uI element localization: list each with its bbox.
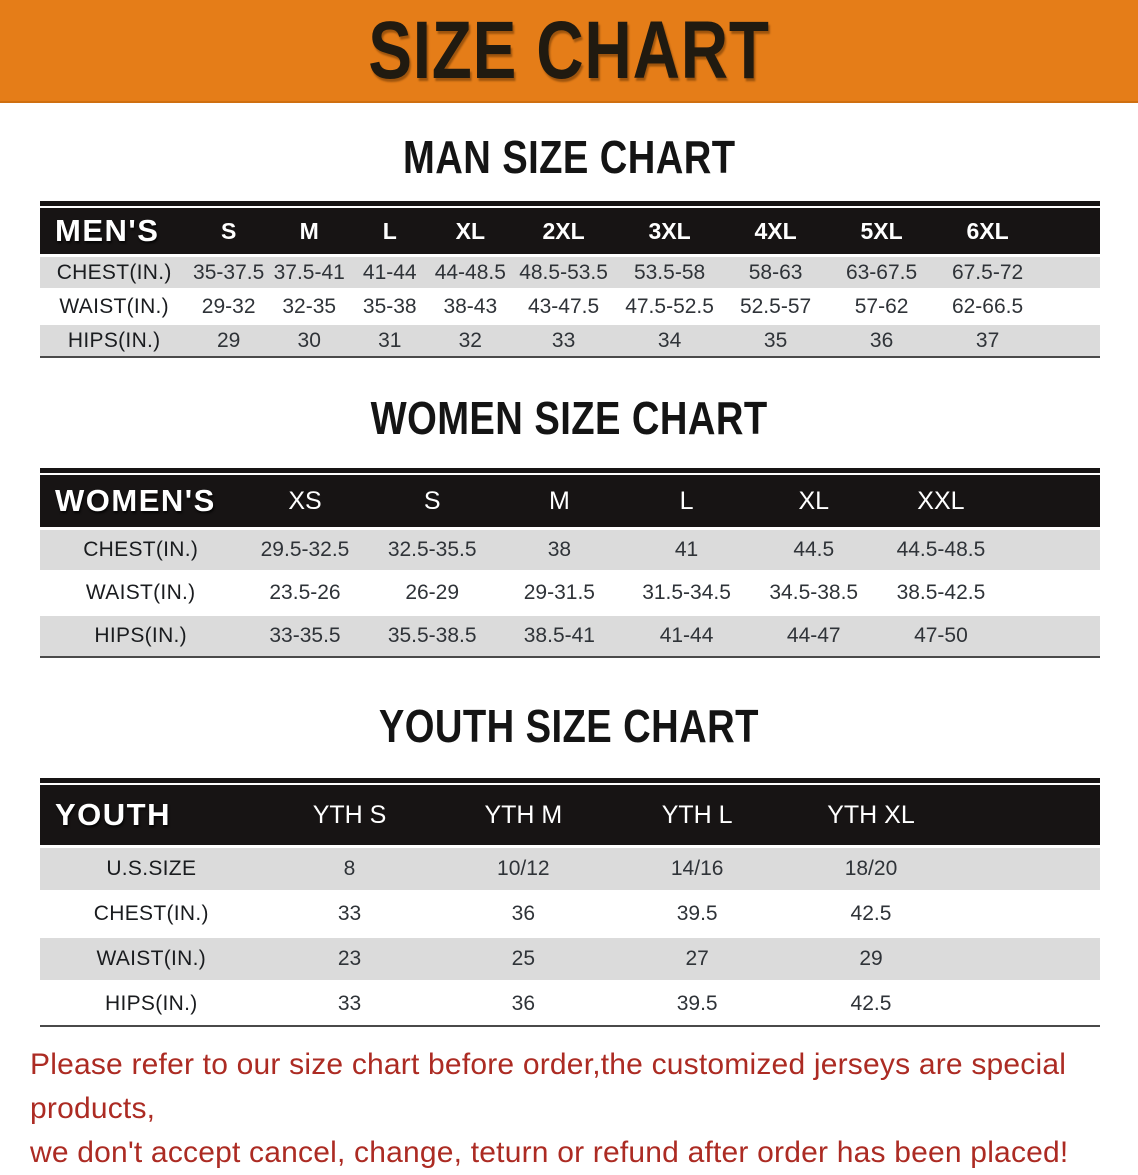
row-label: CHEST(IN.) bbox=[40, 890, 263, 935]
measure-row bbox=[40, 527, 1100, 570]
size-column-header: L bbox=[679, 486, 694, 515]
disclaimer-line-2: we don't accept cancel, change, teturn or refund after order has been placed! bbox=[30, 1136, 1069, 1169]
size-value-cell: 47.5-52.5 bbox=[617, 288, 723, 322]
size-value-cell: 23.5-26 bbox=[241, 570, 368, 613]
women-size-heading-text: WOMEN SIZE CHART bbox=[370, 392, 768, 444]
row-spacer bbox=[958, 890, 1100, 935]
measure-row bbox=[40, 254, 1100, 288]
youth-table-wrap bbox=[40, 778, 1100, 1027]
row-label: CHEST(IN.) bbox=[40, 527, 241, 570]
size-value-cell: 58-63 bbox=[723, 254, 829, 288]
size-value-cell: 33 bbox=[263, 980, 437, 1025]
size-value-cell: 26-29 bbox=[369, 570, 496, 613]
size-value-cell: 35-38 bbox=[349, 288, 430, 322]
size-value-cell: 27 bbox=[610, 935, 784, 980]
measure-row bbox=[40, 890, 1100, 935]
size-value-cell: 33 bbox=[511, 322, 617, 356]
size-value-cell: 38 bbox=[496, 527, 623, 570]
youth-size-heading-text: YOUTH SIZE CHART bbox=[379, 700, 759, 752]
size-value-cell: 29-32 bbox=[188, 288, 269, 322]
row-spacer bbox=[1041, 288, 1100, 322]
size-column-header: L bbox=[382, 217, 397, 244]
size-value-cell: 35-37.5 bbox=[188, 254, 269, 288]
size-value-cell: 43-47.5 bbox=[511, 288, 617, 322]
measure-row bbox=[40, 845, 1100, 890]
disclaimer-line-1: Please refer to our size chart before order,the customized jerseys are special products, bbox=[30, 1048, 1067, 1125]
size-column-header: YTH L bbox=[661, 800, 733, 829]
row-label: U.S.SIZE bbox=[40, 845, 263, 890]
row-spacer bbox=[958, 845, 1100, 890]
size-value-cell: 33-35.5 bbox=[241, 613, 368, 656]
measure-row bbox=[40, 288, 1100, 322]
size-value-cell: 29.5-32.5 bbox=[241, 527, 368, 570]
size-value-cell: 29 bbox=[188, 322, 269, 356]
size-value-cell: 57-62 bbox=[829, 288, 935, 322]
size-value-cell: 42.5 bbox=[784, 980, 958, 1025]
size-value-cell: 38.5-42.5 bbox=[877, 570, 1004, 613]
row-spacer bbox=[958, 980, 1100, 1025]
mens-table-wrap bbox=[40, 201, 1100, 358]
size-header-row bbox=[40, 475, 1100, 527]
size-value-cell: 35 bbox=[723, 322, 829, 356]
size-column-header: 6XL bbox=[966, 217, 1009, 244]
table-corner-label: WOMEN'S bbox=[55, 483, 216, 518]
size-column-header: YTH M bbox=[484, 800, 563, 829]
row-label: WAIST(IN.) bbox=[40, 288, 188, 322]
womens-table-wrap bbox=[40, 468, 1100, 658]
size-value-cell: 34.5-38.5 bbox=[750, 570, 877, 613]
header-spacer bbox=[958, 785, 1100, 845]
womens-size-table bbox=[40, 475, 1100, 656]
size-column-header: XL bbox=[798, 486, 830, 515]
size-value-cell: 63-67.5 bbox=[829, 254, 935, 288]
youth-size-section bbox=[0, 700, 1138, 1027]
size-column-header: XXL bbox=[917, 486, 965, 515]
mens-size-table bbox=[40, 208, 1100, 356]
size-value-cell: 18/20 bbox=[784, 845, 958, 890]
size-value-cell: 37.5-41 bbox=[269, 254, 350, 288]
size-column-header: YTH S bbox=[312, 800, 387, 829]
man-size-heading-text: MAN SIZE CHART bbox=[402, 131, 736, 183]
size-value-cell: 44.5-48.5 bbox=[877, 527, 1004, 570]
size-value-cell: 39.5 bbox=[610, 980, 784, 1025]
measure-row bbox=[40, 570, 1100, 613]
measure-row bbox=[40, 935, 1100, 980]
youth-size-heading bbox=[0, 700, 1138, 752]
size-value-cell: 41-44 bbox=[623, 613, 750, 656]
measure-row bbox=[40, 613, 1100, 656]
measure-row bbox=[40, 322, 1100, 356]
row-label: WAIST(IN.) bbox=[40, 570, 241, 613]
size-value-cell: 36 bbox=[436, 980, 610, 1025]
header-spacer bbox=[1041, 208, 1100, 254]
size-value-cell: 31 bbox=[349, 322, 430, 356]
size-column-header: S bbox=[423, 486, 441, 515]
size-value-cell: 23 bbox=[263, 935, 437, 980]
size-value-cell: 53.5-58 bbox=[617, 254, 723, 288]
size-column-header: S bbox=[220, 217, 237, 244]
size-value-cell: 30 bbox=[269, 322, 350, 356]
size-value-cell: 41-44 bbox=[349, 254, 430, 288]
size-value-cell: 35.5-38.5 bbox=[369, 613, 496, 656]
row-spacer bbox=[1005, 527, 1100, 570]
row-spacer bbox=[1041, 322, 1100, 356]
row-spacer bbox=[1005, 570, 1100, 613]
table-corner-label: MEN'S bbox=[55, 213, 160, 248]
row-label: CHEST(IN.) bbox=[40, 254, 188, 288]
size-value-cell: 8 bbox=[263, 845, 437, 890]
row-spacer bbox=[1005, 613, 1100, 656]
size-value-cell: 25 bbox=[436, 935, 610, 980]
disclaimer-note bbox=[0, 1043, 1138, 1175]
size-value-cell: 34 bbox=[617, 322, 723, 356]
size-value-cell: 48.5-53.5 bbox=[511, 254, 617, 288]
women-size-section bbox=[0, 392, 1138, 658]
size-value-cell: 29-31.5 bbox=[496, 570, 623, 613]
size-column-header: XL bbox=[455, 217, 485, 244]
size-value-cell: 39.5 bbox=[610, 890, 784, 935]
women-size-heading bbox=[0, 392, 1138, 444]
size-header-row bbox=[40, 785, 1100, 845]
size-column-header: XS bbox=[288, 486, 322, 515]
size-value-cell: 41 bbox=[623, 527, 750, 570]
size-column-header: M bbox=[548, 486, 570, 515]
size-value-cell: 37 bbox=[935, 322, 1041, 356]
size-chart-banner bbox=[0, 0, 1138, 103]
size-value-cell: 42.5 bbox=[784, 890, 958, 935]
size-value-cell: 36 bbox=[829, 322, 935, 356]
row-spacer bbox=[1041, 254, 1100, 288]
size-value-cell: 32.5-35.5 bbox=[369, 527, 496, 570]
row-label: HIPS(IN.) bbox=[40, 613, 241, 656]
size-value-cell: 14/16 bbox=[610, 845, 784, 890]
header-spacer bbox=[1005, 475, 1100, 527]
size-value-cell: 52.5-57 bbox=[723, 288, 829, 322]
size-value-cell: 67.5-72 bbox=[935, 254, 1041, 288]
size-value-cell: 38-43 bbox=[430, 288, 511, 322]
size-column-header: M bbox=[299, 217, 319, 244]
size-column-header: 2XL bbox=[542, 217, 585, 244]
size-value-cell: 32-35 bbox=[269, 288, 350, 322]
size-value-cell: 29 bbox=[784, 935, 958, 980]
measure-row bbox=[40, 980, 1100, 1025]
row-label: WAIST(IN.) bbox=[40, 935, 263, 980]
size-value-cell: 36 bbox=[436, 890, 610, 935]
size-value-cell: 10/12 bbox=[436, 845, 610, 890]
size-value-cell: 38.5-41 bbox=[496, 613, 623, 656]
size-header-row bbox=[40, 208, 1100, 254]
size-value-cell: 31.5-34.5 bbox=[623, 570, 750, 613]
size-column-header: YTH XL bbox=[827, 800, 915, 829]
man-size-heading bbox=[0, 131, 1138, 183]
man-size-section bbox=[0, 131, 1138, 358]
size-column-header: 4XL bbox=[754, 217, 797, 244]
row-label: HIPS(IN.) bbox=[40, 322, 188, 356]
row-spacer bbox=[958, 935, 1100, 980]
size-column-header: 5XL bbox=[860, 217, 903, 244]
size-column-header: 3XL bbox=[648, 217, 691, 244]
size-value-cell: 44.5 bbox=[750, 527, 877, 570]
size-value-cell: 62-66.5 bbox=[935, 288, 1041, 322]
youth-size-table bbox=[40, 785, 1100, 1025]
table-corner-label: YOUTH bbox=[55, 797, 171, 832]
size-value-cell: 32 bbox=[430, 322, 511, 356]
size-value-cell: 47-50 bbox=[877, 613, 1004, 656]
banner-title: SIZE CHART bbox=[368, 4, 770, 96]
size-value-cell: 33 bbox=[263, 890, 437, 935]
size-value-cell: 44-48.5 bbox=[430, 254, 511, 288]
size-value-cell: 44-47 bbox=[750, 613, 877, 656]
row-label: HIPS(IN.) bbox=[40, 980, 263, 1025]
